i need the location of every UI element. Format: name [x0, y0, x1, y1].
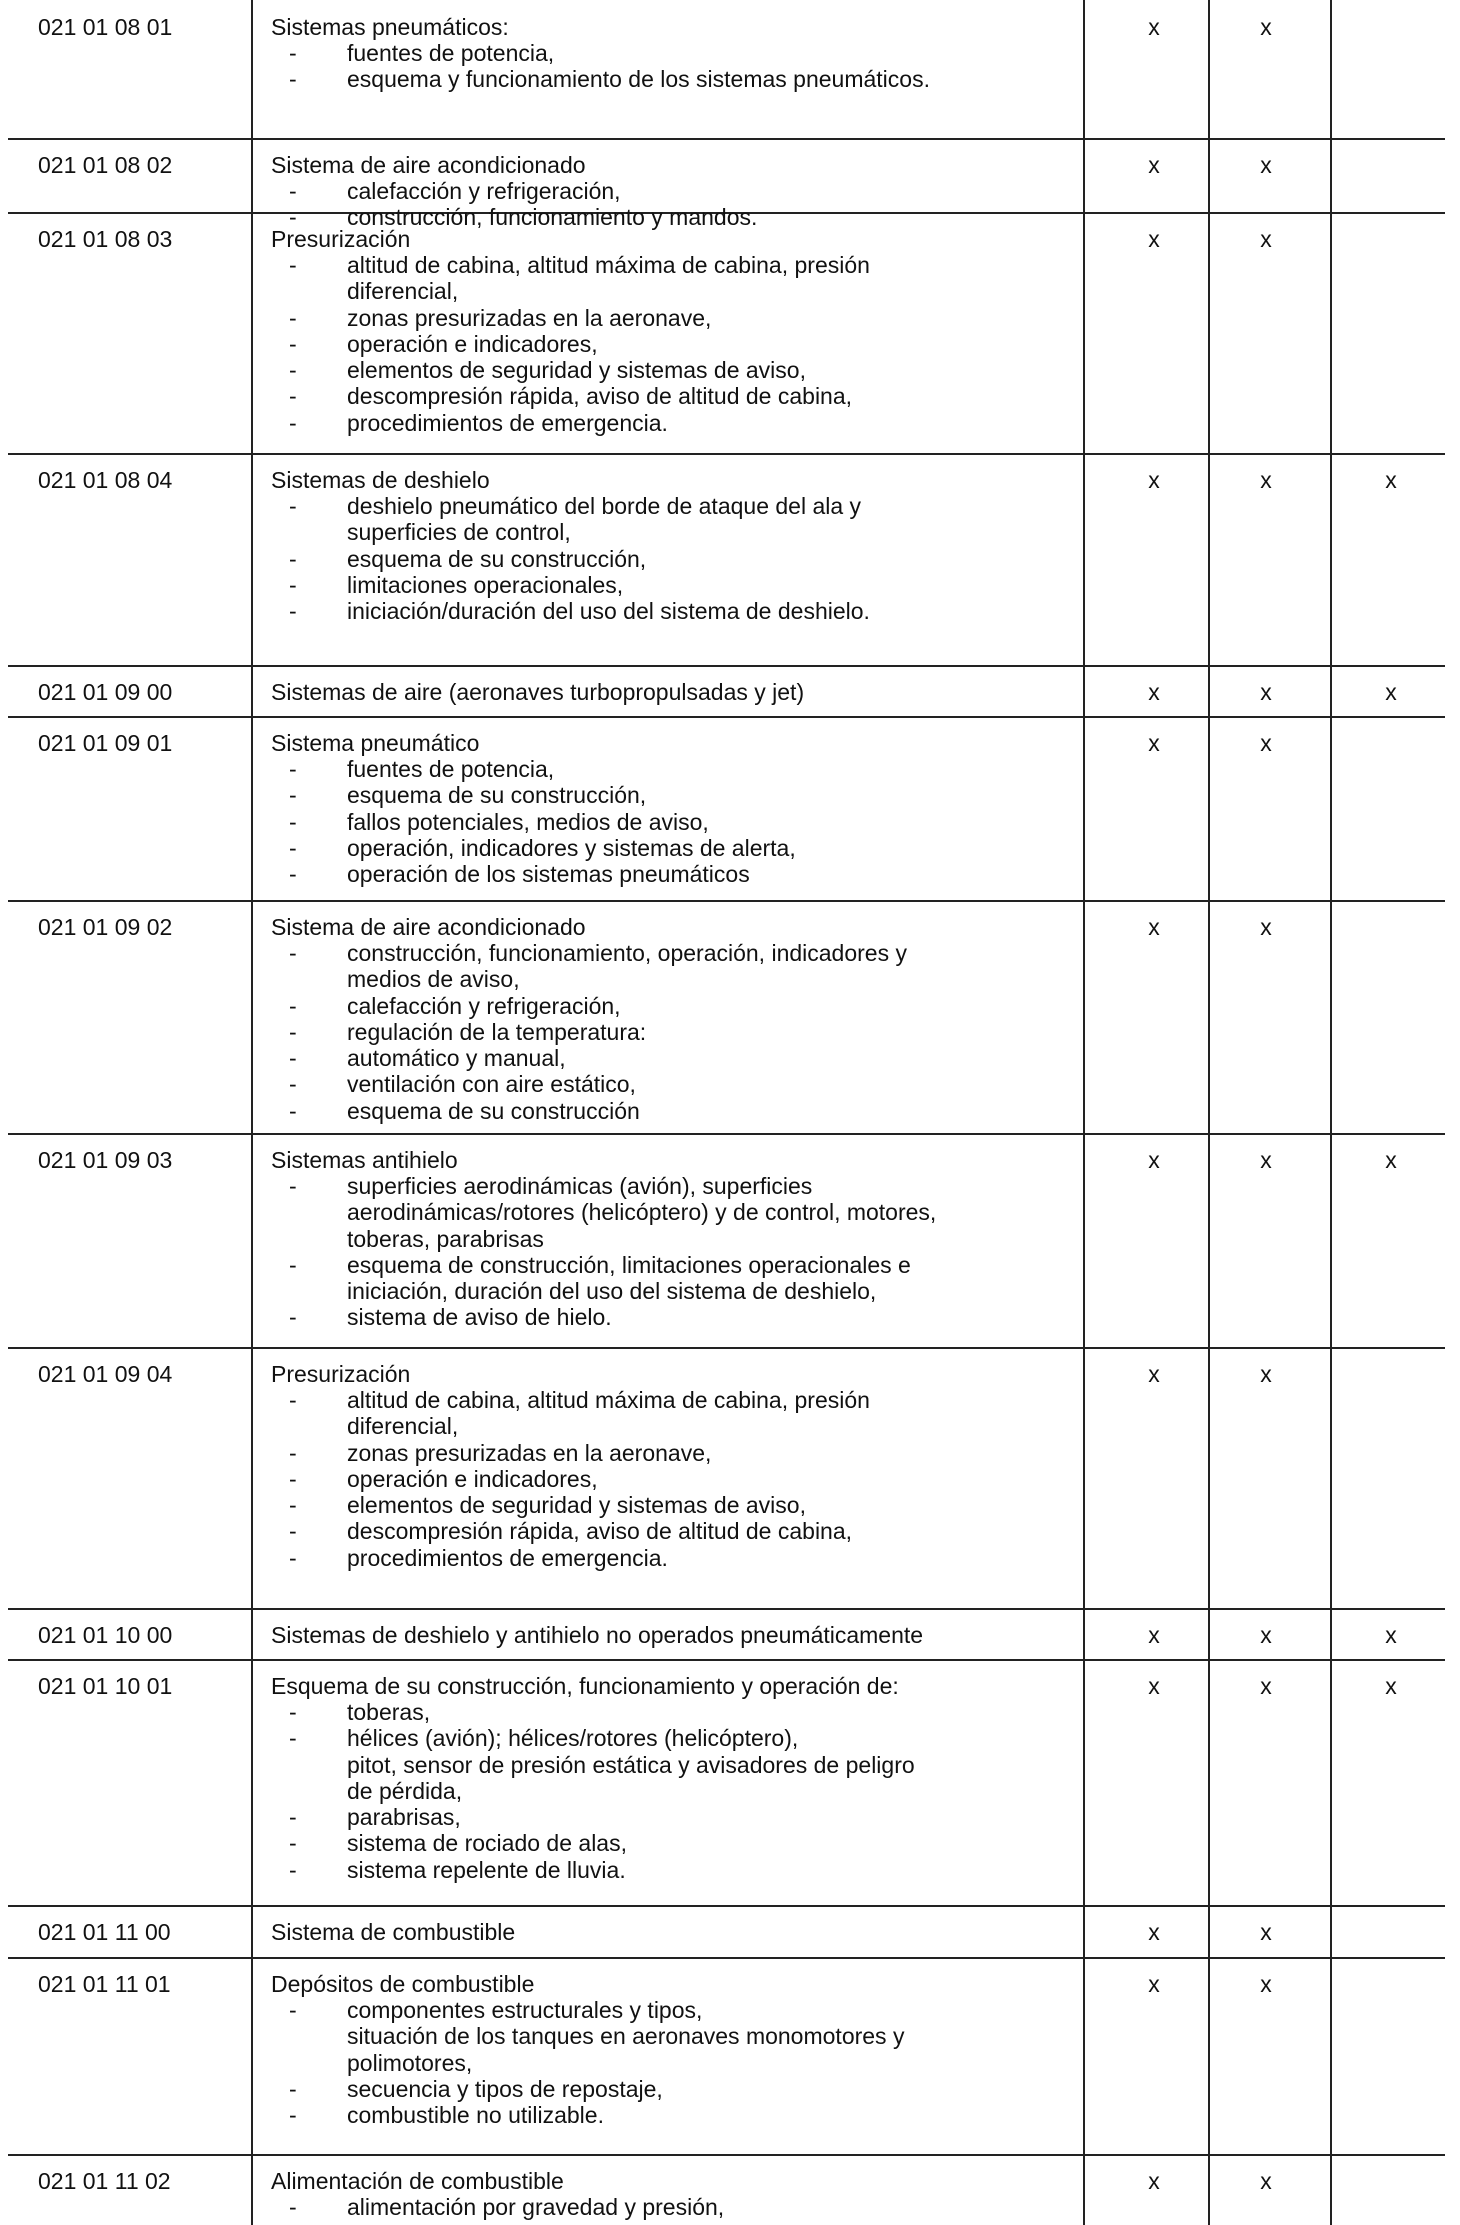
list-item-text: limitaciones operacionales, — [347, 571, 624, 598]
list-item-text: operación de los sistemas pneumáticos — [347, 861, 750, 888]
list-item — [271, 1071, 1091, 1097]
list-item — [271, 1098, 1091, 1124]
list-item — [271, 1199, 1091, 1225]
table-row — [8, 1347, 1445, 1610]
check-mark-col-1: x — [1148, 1919, 1160, 1945]
check-mark-col-2: x — [1260, 730, 1272, 756]
list-item — [271, 357, 1091, 383]
list-item — [271, 278, 1091, 304]
column-divider — [251, 716, 253, 900]
column-divider — [251, 665, 253, 716]
bullet-dash: - — [289, 330, 297, 357]
bullet-dash: - — [289, 1804, 297, 1831]
list-item-text: secuencia y tipos de repostaje, — [347, 2075, 663, 2102]
row-code: 021 01 08 01 — [38, 14, 173, 40]
bullet-dash: - — [289, 1071, 297, 1098]
row-items — [271, 2194, 1091, 2220]
list-item — [271, 2023, 1091, 2049]
row-code: 021 01 09 04 — [38, 1361, 173, 1387]
list-item-text: calefacción y refrigeración, — [347, 178, 621, 204]
bullet-dash: - — [289, 304, 297, 331]
list-item — [271, 1545, 1091, 1571]
row-items — [271, 40, 1091, 93]
bullet-dash: - — [289, 598, 297, 625]
column-divider — [251, 1905, 253, 1957]
list-item — [271, 546, 1091, 572]
list-item — [271, 1252, 1091, 1278]
list-item — [271, 1304, 1091, 1330]
row-code: 021 01 11 01 — [38, 1971, 171, 1997]
bullet-dash: - — [289, 1856, 297, 1883]
list-item — [271, 1699, 1091, 1725]
column-divider — [1083, 665, 1085, 716]
list-item — [271, 383, 1091, 409]
check-mark-col-2: x — [1260, 1919, 1272, 1945]
bullet-dash: - — [289, 1492, 297, 1519]
list-item — [271, 809, 1091, 835]
column-divider — [1330, 1905, 1332, 1957]
check-mark-col-2: x — [1260, 1147, 1272, 1173]
list-item — [271, 178, 1091, 204]
row-title: Sistema pneumático — [271, 730, 480, 756]
column-divider — [251, 1957, 253, 2154]
list-item-text: altitud de cabina, altitud máxima de cabina, presión — [347, 252, 870, 278]
row-code: 021 01 10 00 — [38, 1622, 173, 1648]
table-row — [8, 138, 1445, 231]
list-item-text: toberas, parabrisas — [347, 1225, 544, 1252]
column-divider — [1330, 212, 1332, 453]
list-item — [271, 1857, 1091, 1883]
list-item-text: zonas presurizadas en la aeronave, — [347, 1439, 712, 1466]
bullet-dash: - — [289, 2075, 297, 2102]
list-item-text: sistema de aviso de hielo. — [347, 1304, 612, 1331]
column-divider — [251, 1659, 253, 1905]
check-mark-col-1: x — [1148, 1971, 1160, 1997]
column-divider — [251, 2154, 253, 2225]
row-title: Sistema de aire acondicionado — [271, 914, 586, 940]
list-item-text: componentes estructurales y tipos, — [347, 1997, 703, 2023]
check-mark-col-1: x — [1148, 2168, 1160, 2194]
list-item — [271, 993, 1091, 1019]
column-divider — [1208, 138, 1210, 212]
list-item-text: fuentes de potencia, — [347, 756, 555, 782]
list-item — [271, 1278, 1091, 1304]
check-mark-col-2: x — [1260, 1361, 1272, 1387]
column-divider — [251, 0, 253, 138]
table-row — [8, 900, 1445, 1135]
list-item — [271, 756, 1091, 782]
bullet-dash: - — [289, 1045, 297, 1072]
bullet-dash: - — [289, 40, 297, 66]
row-title: Depósitos de combustible — [271, 1971, 535, 1997]
list-item-text: regulación de la temperatura: — [347, 1018, 647, 1045]
table-row — [8, 453, 1445, 667]
row-title: Esquema de su construcción, funcionamiento y operación de: — [271, 1673, 899, 1699]
list-item-text: pitot, sensor de presión estática y avisadores de peligro — [347, 1751, 915, 1778]
list-item — [271, 66, 1091, 92]
bullet-dash: - — [289, 1830, 297, 1857]
list-item — [271, 331, 1091, 357]
list-item-text: procedimientos de emergencia. — [347, 409, 668, 436]
bullet-dash: - — [289, 2194, 297, 2220]
list-item — [271, 1466, 1091, 1492]
bullet-dash: - — [289, 834, 297, 861]
column-divider — [1330, 665, 1332, 716]
list-item-text: combustible no utilizable. — [347, 2102, 604, 2129]
bullet-dash: - — [289, 1699, 297, 1725]
list-item — [271, 2076, 1091, 2102]
table-row — [8, 1957, 1445, 2156]
bullet-dash: - — [289, 66, 297, 93]
bullet-dash: - — [289, 782, 297, 809]
check-mark-col-2: x — [1260, 1622, 1272, 1648]
column-divider — [1330, 0, 1332, 138]
list-item — [271, 2194, 1091, 2220]
list-item — [271, 861, 1091, 887]
column-divider — [1208, 1957, 1210, 2154]
list-item-text: esquema de construcción, limitaciones operacionales e — [347, 1251, 911, 1278]
column-divider — [1208, 212, 1210, 453]
list-item — [271, 40, 1091, 66]
bullet-dash: - — [289, 545, 297, 572]
column-divider — [1208, 2154, 1210, 2225]
check-mark-col-1: x — [1148, 152, 1160, 178]
list-item — [271, 1387, 1091, 1413]
table-row — [8, 716, 1445, 902]
row-title: Sistemas de aire (aeronaves turbopropulsadas y jet) — [271, 679, 805, 705]
bullet-dash: - — [289, 383, 297, 410]
row-code: 021 01 11 00 — [38, 1919, 171, 1945]
column-divider — [1208, 1347, 1210, 1608]
row-title: Sistema de aire acondicionado — [271, 152, 586, 178]
list-item-text: sistema repelente de lluvia. — [347, 1856, 626, 1883]
table-row — [8, 212, 1445, 455]
list-item — [271, 1019, 1091, 1045]
check-mark-col-3: x — [1385, 1147, 1397, 1173]
list-item-text: hélices (avión); hélices/rotores (helicóptero), — [347, 1725, 799, 1752]
row-code: 021 01 08 02 — [38, 152, 173, 178]
check-mark-col-2: x — [1260, 1673, 1272, 1699]
column-divider — [1208, 900, 1210, 1133]
list-item-text: operación, indicadores y sistemas de alerta, — [347, 834, 796, 861]
table-row — [8, 1608, 1445, 1661]
row-title: Alimentación de combustible — [271, 2168, 564, 2194]
column-divider — [251, 900, 253, 1133]
table-row — [8, 2154, 1445, 2225]
list-item-text: esquema de su construcción — [347, 1097, 640, 1124]
bullet-dash: - — [289, 252, 297, 278]
table-row — [8, 1905, 1445, 1959]
bullet-dash: - — [289, 409, 297, 436]
check-mark-col-1: x — [1148, 226, 1160, 252]
list-item — [271, 835, 1091, 861]
column-divider — [1208, 1659, 1210, 1905]
check-mark-col-2: x — [1260, 14, 1272, 40]
bullet-dash: - — [289, 992, 297, 1019]
column-divider — [251, 1608, 253, 1659]
list-item-text: deshielo pneumático del borde de ataque del ala y — [347, 493, 862, 519]
bullet-dash: - — [289, 571, 297, 598]
column-divider — [1330, 716, 1332, 900]
check-mark-col-2: x — [1260, 1971, 1272, 1997]
table-row — [8, 0, 1445, 140]
row-code: 021 01 09 01 — [38, 730, 173, 756]
bullet-dash: - — [289, 756, 297, 782]
list-item-text: fallos potenciales, medios de aviso, — [347, 808, 709, 835]
row-code: 021 01 09 00 — [38, 679, 173, 705]
list-item-text: descompresión rápida, aviso de altitud de cabina, — [347, 383, 853, 410]
bullet-dash: - — [289, 1997, 297, 2023]
check-mark-col-1: x — [1148, 467, 1160, 493]
check-mark-col-1: x — [1148, 1147, 1160, 1173]
bullet-dash: - — [289, 861, 297, 888]
bullet-dash: - — [289, 1173, 297, 1199]
list-item — [271, 1830, 1091, 1856]
list-item-text: iniciación, duración del uso del sistema de deshielo, — [347, 1278, 877, 1305]
list-item-text: zonas presurizadas en la aeronave, — [347, 304, 712, 331]
bullet-dash: - — [289, 357, 297, 384]
row-items — [271, 252, 1091, 436]
list-item-text: de pérdida, — [347, 1777, 463, 1804]
bullet-dash: - — [289, 1018, 297, 1045]
column-divider — [1330, 1347, 1332, 1608]
bullet-dash: - — [289, 1439, 297, 1466]
column-divider — [1208, 453, 1210, 665]
bullet-dash: - — [289, 1465, 297, 1492]
bullet-dash: - — [289, 1304, 297, 1331]
list-item-text: polimotores, — [347, 2049, 473, 2076]
list-item — [271, 598, 1091, 624]
check-mark-col-3: x — [1385, 679, 1397, 705]
list-item-text: toberas, — [347, 1699, 431, 1725]
column-divider — [251, 212, 253, 453]
bullet-dash: - — [289, 1518, 297, 1545]
column-divider — [1330, 1659, 1332, 1905]
check-mark-col-3: x — [1385, 1673, 1397, 1699]
row-items — [271, 1387, 1091, 1571]
column-divider — [251, 1347, 253, 1608]
list-item-text: elementos de seguridad y sistemas de aviso, — [347, 357, 806, 384]
list-item-text: automático y manual, — [347, 1045, 566, 1072]
list-item-text: ventilación con aire estático, — [347, 1071, 636, 1098]
list-item-text: descompresión rápida, aviso de altitud de cabina, — [347, 1518, 853, 1545]
list-item — [271, 572, 1091, 598]
list-item-text: construcción, funcionamiento y mandos. — [347, 204, 758, 231]
column-divider — [1208, 1905, 1210, 1957]
list-item-text: procedimientos de emergencia. — [347, 1544, 668, 1571]
check-mark-col-2: x — [1260, 467, 1272, 493]
column-divider — [1083, 1608, 1085, 1659]
table-row — [8, 1133, 1445, 1349]
bullet-dash: - — [289, 493, 297, 519]
list-item-text: operación e indicadores, — [347, 1465, 598, 1492]
row-code: 021 01 08 04 — [38, 467, 173, 493]
list-item — [271, 966, 1091, 992]
list-item — [271, 1997, 1091, 2023]
bullet-dash: - — [289, 1251, 297, 1278]
list-item-text: medios de aviso, — [347, 966, 520, 993]
column-divider — [251, 1133, 253, 1347]
list-item-text: altitud de cabina, altitud máxima de cabina, presión — [347, 1387, 870, 1413]
column-divider — [251, 138, 253, 212]
list-item — [271, 1804, 1091, 1830]
row-items — [271, 756, 1091, 887]
check-mark-col-1: x — [1148, 914, 1160, 940]
list-item — [271, 940, 1091, 966]
table-row — [8, 1659, 1445, 1907]
list-item-text: diferencial, — [347, 1413, 459, 1440]
column-divider — [1208, 665, 1210, 716]
list-item-text: sistema de rociado de alas, — [347, 1830, 627, 1857]
row-code: 021 01 09 03 — [38, 1147, 173, 1173]
list-item — [271, 1045, 1091, 1071]
list-item — [271, 305, 1091, 331]
column-divider — [1208, 1133, 1210, 1347]
check-mark-col-3: x — [1385, 467, 1397, 493]
list-item — [271, 1778, 1091, 1804]
bullet-dash: - — [289, 940, 297, 966]
list-item — [271, 1413, 1091, 1439]
check-mark-col-1: x — [1148, 1361, 1160, 1387]
column-divider — [1330, 900, 1332, 1133]
bullet-dash: - — [289, 1387, 297, 1413]
column-divider — [1330, 2154, 1332, 2225]
list-item — [271, 252, 1091, 278]
list-item — [271, 1173, 1091, 1199]
row-code: 021 01 10 01 — [38, 1673, 173, 1699]
list-item — [271, 2102, 1091, 2128]
list-item-text: construcción, funcionamiento, operación, indicadores y — [347, 940, 907, 966]
row-items — [271, 1699, 1091, 1883]
list-item — [271, 1725, 1091, 1751]
row-code: 021 01 09 02 — [38, 914, 173, 940]
check-mark-col-2: x — [1260, 226, 1272, 252]
row-items — [271, 1997, 1091, 2128]
row-code: 021 01 08 03 — [38, 226, 173, 252]
column-divider — [1330, 1608, 1332, 1659]
list-item — [271, 2050, 1091, 2076]
row-title: Sistemas antihielo — [271, 1147, 458, 1173]
row-items — [271, 940, 1091, 1124]
list-item — [271, 1518, 1091, 1544]
check-mark-col-1: x — [1148, 14, 1160, 40]
bullet-dash: - — [289, 2102, 297, 2129]
table-row — [8, 665, 1445, 718]
list-item — [271, 1440, 1091, 1466]
check-mark-col-2: x — [1260, 2168, 1272, 2194]
bullet-dash: - — [289, 1725, 297, 1752]
check-mark-col-1: x — [1148, 730, 1160, 756]
check-mark-col-1: x — [1148, 679, 1160, 705]
bullet-dash: - — [289, 1544, 297, 1571]
list-item — [271, 782, 1091, 808]
column-divider — [1208, 1608, 1210, 1659]
list-item-text: aerodinámicas/rotores (helicóptero) y de control, motores, — [347, 1199, 937, 1226]
list-item-text: iniciación/duración del uso del sistema de deshielo. — [347, 598, 870, 625]
column-divider — [1208, 716, 1210, 900]
check-mark-col-1: x — [1148, 1622, 1160, 1648]
check-mark-col-2: x — [1260, 152, 1272, 178]
list-item-text: esquema y funcionamiento de los sistemas pneumáticos. — [347, 66, 930, 93]
column-divider — [251, 453, 253, 665]
list-item-text: superficies de control, — [347, 519, 571, 546]
list-item — [271, 519, 1091, 545]
row-code: 021 01 11 02 — [38, 2168, 171, 2194]
column-divider — [1330, 453, 1332, 665]
list-item — [271, 1492, 1091, 1518]
list-item — [271, 1226, 1091, 1252]
list-item-text: operación e indicadores, — [347, 330, 598, 357]
list-item-text: fuentes de potencia, — [347, 40, 555, 66]
list-item-text: alimentación por gravedad y presión, — [347, 2194, 725, 2220]
column-divider — [1330, 138, 1332, 212]
row-title: Presurización — [271, 1361, 411, 1387]
row-title: Sistemas de deshielo y antihielo no operados pneumáticamente — [271, 1622, 924, 1648]
list-item-text: elementos de seguridad y sistemas de aviso, — [347, 1492, 806, 1519]
row-title: Sistemas pneumáticos: — [271, 14, 509, 40]
column-divider — [1083, 1905, 1085, 1957]
row-items — [271, 493, 1091, 624]
check-mark-col-2: x — [1260, 679, 1272, 705]
bullet-dash: - — [289, 178, 297, 204]
list-item — [271, 493, 1091, 519]
column-divider — [1330, 1957, 1332, 2154]
check-mark-col-3: x — [1385, 1622, 1397, 1648]
row-title: Sistema de combustible — [271, 1919, 516, 1945]
list-item-text: situación de los tanques en aeronaves monomotores y — [347, 2023, 905, 2050]
list-item-text: diferencial, — [347, 278, 459, 305]
list-item-text: esquema de su construcción, — [347, 782, 647, 809]
check-mark-col-2: x — [1260, 914, 1272, 940]
bullet-dash: - — [289, 808, 297, 835]
list-item — [271, 1752, 1091, 1778]
bullet-dash: - — [289, 1097, 297, 1124]
list-item-text: superficies aerodinámicas (avión), superficies — [347, 1173, 813, 1199]
list-item — [271, 410, 1091, 436]
column-divider — [1208, 0, 1210, 138]
list-item-text: calefacción y refrigeración, — [347, 992, 621, 1019]
list-item-text: parabrisas, — [347, 1804, 461, 1831]
check-mark-col-1: x — [1148, 1673, 1160, 1699]
row-title: Presurización — [271, 226, 411, 252]
bullet-dash: - — [289, 204, 297, 231]
row-title: Sistemas de deshielo — [271, 467, 490, 493]
row-items — [271, 1173, 1091, 1331]
list-item-text: esquema de su construcción, — [347, 545, 647, 572]
column-divider — [1330, 1133, 1332, 1347]
